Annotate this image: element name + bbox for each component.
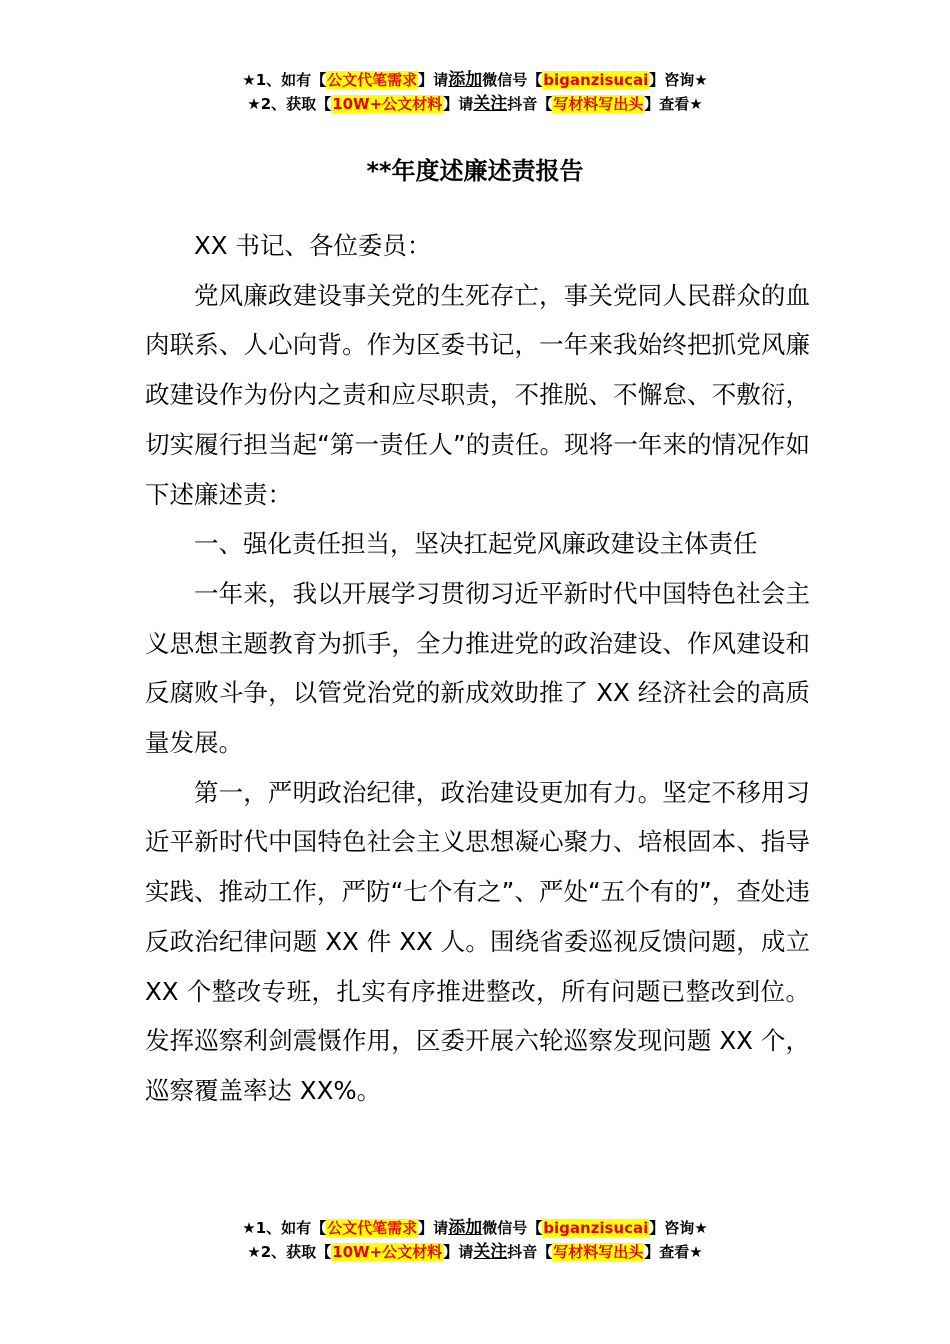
underline-follow: 关注 xyxy=(473,1242,508,1262)
highlight-service: 公文代笔需求 xyxy=(327,1219,418,1237)
document-body xyxy=(145,221,810,1116)
section-heading: 一、强化责任担当，坚决扛起党风廉政建设主体责任 xyxy=(194,529,758,559)
header-promo-banner xyxy=(0,69,950,117)
promo-line-1: ★1、如有【公文代笔需求】请添加微信号【biganzisucai】咨询★ xyxy=(242,1218,708,1238)
highlight-douyin: 写材料写出头 xyxy=(553,95,644,113)
promo-line-2: ★2、获取【10W+公文材料】请关注抖音【写材料写出头】查看★ xyxy=(247,1242,703,1262)
paragraph-intro: 党风廉政建设事关党的生死存亡，事关党同人民群众的血肉联系、人心向背。作为区委书记，一年来我始终把抓党风廉政建设作为份内之责和应尽职责，不推脱、不懈怠、不敷衍，切实履行担当起“第一责任人”的责任。现将一年来的情况作如下述廉述责： xyxy=(145,280,810,509)
highlight-materials: 10W+公文材料 xyxy=(332,1243,443,1261)
highlight-materials: 10W+公文材料 xyxy=(332,95,443,113)
underline-add: 添加 xyxy=(448,1218,483,1238)
highlight-wechat-id: biganzisucai xyxy=(543,1219,649,1237)
highlight-douyin: 写材料写出头 xyxy=(553,1243,644,1261)
promo-line-1: ★1、如有【公文代笔需求】请添加微信号【biganzisucai】咨询★ xyxy=(242,70,708,90)
highlight-wechat-id: biganzisucai xyxy=(543,71,649,89)
highlight-service: 公文代笔需求 xyxy=(327,71,418,89)
underline-follow: 关注 xyxy=(473,94,508,114)
footer-promo-banner xyxy=(0,1217,950,1265)
salutation: XX 书记、各位委员： xyxy=(194,231,432,260)
paragraph-overview: 一年来，我以开展学习贯彻习近平新时代中国特色社会主义思想主题教育为抓手，全力推进党的政治建设、作风建设和反腐败斗争，以管党治党的新成效助推了 XX 经济社会的高质量发展。 xyxy=(145,578,810,758)
paragraph-political-discipline: 第一，严明政治纪律，政治建设更加有力。坚定不移用习近平新时代中国特色社会主义思想凝心聚力、培根固本、指导实践、推动工作，严防“七个有之”、严处“五个有的”，查处违反政治纪律问题 XX 件 XX 人。围绕省委巡视反馈问题，成立 XX 个整改专班，扎实有序推进整改，所有问题已整改到位。发挥巡察利剑震慑作用，区委开展六轮巡察发现问题 XX 个，巡察覆盖率达 XX%。 xyxy=(145,777,810,1105)
underline-add: 添加 xyxy=(448,70,483,90)
document-title: **年度述廉述责报告 xyxy=(366,157,584,185)
promo-line-2: ★2、获取【10W+公文材料】请关注抖音【写材料写出头】查看★ xyxy=(247,94,703,114)
